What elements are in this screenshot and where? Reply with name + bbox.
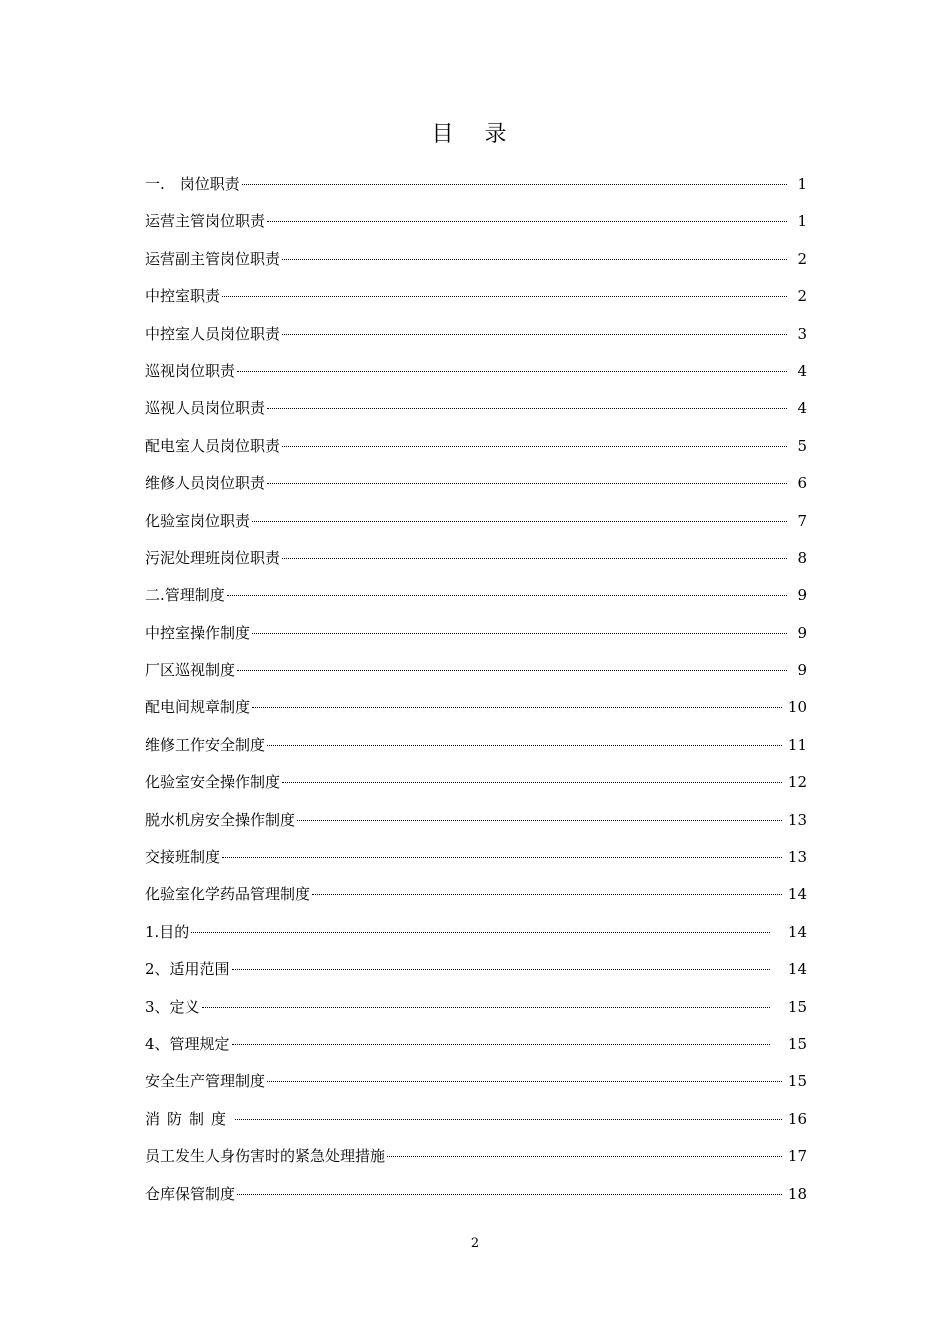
toc-entry-page: 6: [797, 474, 807, 493]
toc-entry[interactable]: [145, 546, 807, 583]
toc-leader-dots: [237, 1193, 782, 1195]
toc-leader-dots: [387, 1155, 782, 1157]
toc-entry-label: 巡视人员岗位职责: [145, 399, 266, 418]
toc-entry-page: 2: [797, 287, 807, 306]
toc-entry-page: 4: [797, 361, 807, 380]
toc-entry[interactable]: [145, 733, 807, 770]
toc-entry-page: 18: [787, 1184, 807, 1203]
toc-entry[interactable]: [145, 172, 807, 209]
toc-entry-page: 1: [797, 175, 807, 193]
toc-entry[interactable]: [145, 920, 807, 957]
toc-entry-label: 仓库保管制度: [145, 1184, 236, 1203]
toc-entry-page: 3: [797, 324, 807, 343]
toc-entry-page: 1: [797, 212, 807, 231]
toc-entry[interactable]: [145, 808, 807, 845]
toc-entry-label: 3、定义: [145, 997, 200, 1016]
toc-entry-page: 9: [797, 586, 807, 605]
toc-leader-dots: [202, 1006, 770, 1008]
toc-entry-label: 中控室职责: [145, 287, 221, 306]
toc-entry-label: 化验室岗位职责: [145, 511, 251, 530]
toc-entry[interactable]: [145, 396, 807, 433]
toc-leader-dots: [267, 744, 782, 746]
toc-entry[interactable]: [145, 845, 807, 882]
toc-leader-dots: [267, 407, 787, 409]
toc-leader-dots: [282, 781, 782, 783]
toc-entry-label: 4、管理规定: [145, 1034, 230, 1053]
toc-entry[interactable]: [145, 322, 807, 359]
toc-entry[interactable]: [145, 1107, 807, 1144]
toc-leader-dots: [267, 1080, 782, 1082]
toc-leader-dots: [297, 819, 782, 821]
toc-leader-dots: [237, 669, 787, 671]
toc-entry-label: 二.管理制度: [145, 586, 225, 605]
toc-entry-page: 11: [787, 735, 807, 754]
toc-entry[interactable]: [145, 434, 807, 471]
toc-entry-label: 1.目的: [145, 922, 190, 941]
toc-leader-dots: [237, 370, 787, 372]
toc-entry-page: 10: [787, 698, 807, 717]
toc-entry-page: 15: [787, 1034, 807, 1053]
toc-entry-label: 厂区巡视制度: [145, 661, 236, 680]
toc-entry-page: 15: [787, 997, 807, 1016]
toc-entry-label: 消防制度: [145, 1109, 234, 1128]
toc-entry[interactable]: [145, 509, 807, 546]
toc-entry-label: 维修人员岗位职责: [145, 474, 266, 493]
toc-entry[interactable]: [145, 1069, 807, 1106]
toc-entry-label: 中控室人员岗位职责: [145, 324, 281, 343]
toc-entry-label: 巡视岗位职责: [145, 361, 236, 380]
toc-list: [145, 172, 807, 1219]
toc-entry[interactable]: [145, 995, 807, 1032]
toc-entry-page: 9: [797, 623, 807, 642]
toc-entry-label: 脱水机房安全操作制度: [145, 810, 296, 829]
toc-entry-label: 一. 岗位职责: [145, 175, 240, 193]
toc-entry-label: 2、适用范围: [145, 960, 230, 979]
toc-entry-page: 14: [787, 885, 807, 904]
toc-entry-label: 配电室人员岗位职责: [145, 436, 281, 455]
toc-entry-page: 4: [797, 399, 807, 418]
toc-entry[interactable]: [145, 621, 807, 658]
toc-entry-page: 7: [797, 511, 807, 530]
toc-entry-label: 运营主管岗位职责: [145, 212, 266, 231]
toc-entry[interactable]: [145, 359, 807, 396]
toc-entry-label: 交接班制度: [145, 848, 221, 867]
toc-leader-dots: [232, 1043, 770, 1045]
toc-leader-dots: [267, 482, 787, 484]
toc-leader-dots: [191, 931, 770, 933]
toc-entry[interactable]: [145, 1144, 807, 1181]
toc-title: 目 录: [431, 122, 519, 147]
toc-leader-dots: [282, 258, 787, 260]
toc-leader-dots: [282, 557, 787, 559]
toc-leader-dots: [267, 220, 787, 222]
toc-entry[interactable]: [145, 770, 807, 807]
toc-entry-page: 9: [797, 661, 807, 680]
toc-entry-label: 化验室化学药品管理制度: [145, 885, 311, 904]
toc-entry[interactable]: [145, 882, 807, 919]
toc-leader-dots: [227, 594, 787, 596]
toc-entry-label: 运营副主管岗位职责: [145, 249, 281, 268]
toc-entry-page: 13: [787, 848, 807, 867]
toc-entry[interactable]: [145, 284, 807, 321]
toc-entry-label: 员工发生人身伤害时的紧急处理措施: [145, 1147, 386, 1166]
toc-entry[interactable]: [145, 695, 807, 732]
toc-entry-page: 2: [797, 249, 807, 268]
toc-entry-page: 5: [797, 436, 807, 455]
toc-leader-dots: [222, 856, 782, 858]
toc-leader-dots: [252, 706, 782, 708]
toc-leader-dots: [282, 445, 787, 447]
toc-entry-page: 14: [787, 960, 807, 979]
toc-entry-page: 14: [787, 922, 807, 941]
toc-entry-page: 8: [797, 548, 807, 567]
toc-entry[interactable]: [145, 247, 807, 284]
toc-entry[interactable]: [145, 1032, 807, 1069]
toc-entry-page: 15: [787, 1072, 807, 1091]
toc-entry[interactable]: [145, 658, 807, 695]
toc-leader-dots: [252, 632, 787, 634]
toc-leader-dots: [222, 295, 787, 297]
toc-entry-label: 维修工作安全制度: [145, 735, 266, 754]
toc-entry-label: 化验室安全操作制度: [145, 773, 281, 792]
toc-entry-label: 配电间规章制度: [145, 698, 251, 717]
toc-leader-dots: [312, 893, 782, 895]
toc-leader-dots: [252, 520, 787, 522]
toc-entry-label: 安全生产管理制度: [145, 1072, 266, 1091]
toc-entry-label: 污泥处理班岗位职责: [145, 548, 281, 567]
toc-leader-dots: [235, 1118, 782, 1120]
page-number: 2: [470, 1236, 480, 1251]
toc-leader-dots: [282, 333, 787, 335]
toc-entry[interactable]: [145, 583, 807, 620]
toc-entry[interactable]: [145, 471, 807, 508]
toc-leader-dots: [232, 968, 770, 970]
toc-entry-page: 17: [787, 1147, 807, 1166]
toc-entry[interactable]: [145, 1182, 807, 1219]
toc-entry-page: 12: [787, 773, 807, 792]
toc-entry-page: 13: [787, 810, 807, 829]
toc-entry-page: 16: [787, 1109, 807, 1128]
toc-leader-dots: [242, 183, 787, 185]
toc-entry[interactable]: [145, 957, 807, 994]
toc-entry-label: 中控室操作制度: [145, 623, 251, 642]
toc-entry[interactable]: [145, 209, 807, 246]
